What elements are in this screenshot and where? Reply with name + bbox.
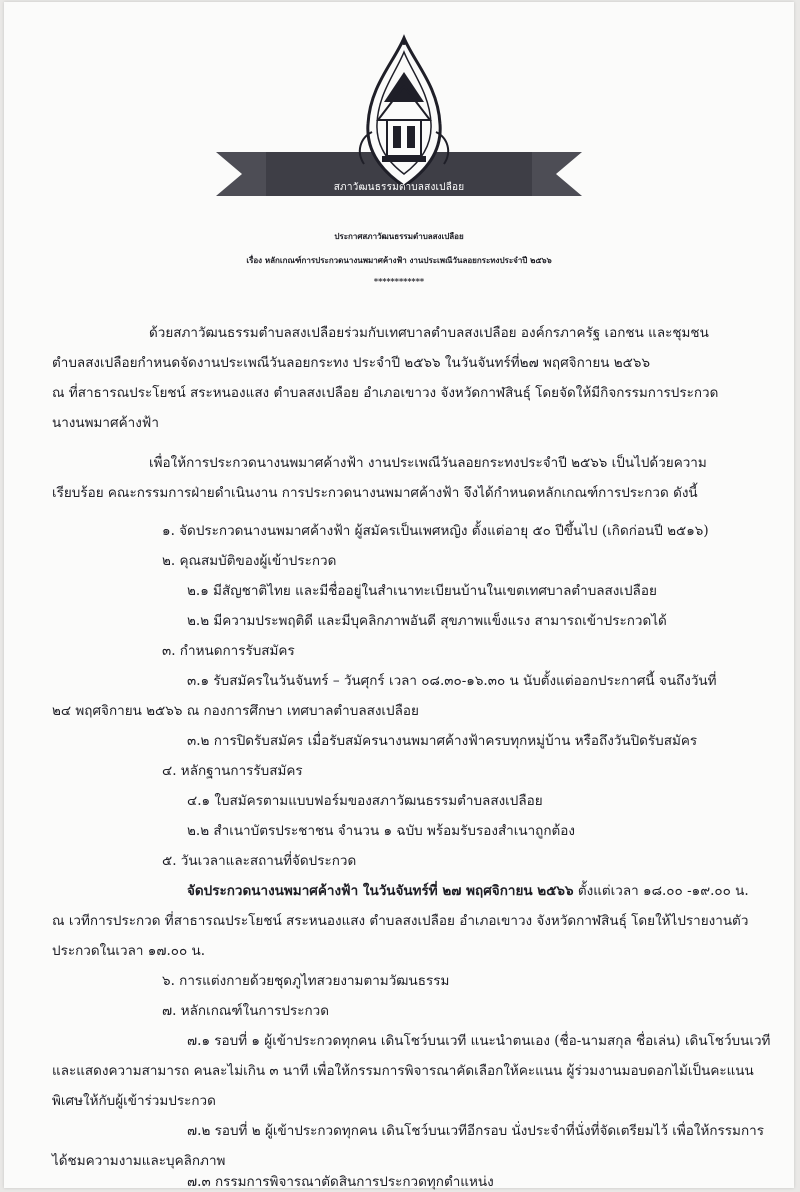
criterion-7-1-line-3: พิเศษให้กับผู้เข้าร่วมประกวด (52, 1093, 216, 1109)
purpose-line-2: เรียบร้อย คณะกรรมการฝ่ายดำเนินงาน การประกวดนางนพมาศค้างฟ้า จึงได้กำหนดหลักเกณฑ์การประกวด ดังนี้ (52, 485, 698, 501)
criterion-7-2-line-1: ๗.๒ รอบที่ ๒ ผู้เข้าประกวดทุกคน เดินโชว์บนเวทีอีกรอบ นั่งประจำที่นั่งที่จัดเตรียมไว้ เพื่อให้กรรมการ (187, 1123, 764, 1139)
intro-line-2: ตำบลสงเปลือยกำหนดจัดงานประเพณีวันลอยกระทง ประจำปี ๒๕๖๖ ในวันจันทร์ที่๒๗ พฤศจิกายน ๒๕๖๖ (52, 355, 651, 371)
criterion-5-report-time: ประกวดในเวลา ๑๗.๐๐ น. (52, 943, 206, 959)
criterion-3-2: ๓.๒ การปิดรับสมัคร เมื่อรับสมัครนางนพมาศค้างฟ้าครบทุกหมู่บ้าน หรือถึงวันปิดรับสมัคร (187, 733, 698, 749)
document-page (4, 2, 794, 1188)
criterion-7-3: ๗.๓ กรรมการพิจารณาตัดสินการประกวดทุกตำแหน่ง (187, 1174, 494, 1190)
criterion-3-heading: ๓. กำหนดการรับสมัคร (162, 643, 295, 659)
criterion-7-heading: ๗. หลักเกณฑ์ในการประกวด (162, 1003, 330, 1019)
criterion-4-2: ๒.๒ สำเนาบัตรประชาชน จำนวน ๑ ฉบับ พร้อมรับรองสำเนาถูกต้อง (187, 823, 575, 839)
criterion-3-1-continued: ๒๔ พฤศจิกายน ๒๕๖๖ ณ กองการศึกษา เทศบาลตำบลสงเปลือย (52, 703, 419, 719)
culture-council-emblem (4, 2, 794, 212)
contest-date-emphasis: จัดประกวดนางนพมาศค้างฟ้า ในวันจันทร์ที่ ๒๗ พฤศจิกายน ๒๕๖๖ (187, 883, 574, 899)
announcement-title: ประกาศสภาวัฒนธรรมตำบลสงเปลือย (334, 231, 464, 241)
criterion-7-2-line-2: ได้ชมความงามและบุคลิกภาพ (52, 1153, 226, 1169)
criterion-7-1-line-1: ๗.๑ รอบที่ ๑ ผู้เข้าประกวดทุกคน เดินโชว์บนเวที แนะนำตนเอง (ชื่อ-นามสกุล ชื่อเล่น) เดินโชว์บนเวที (187, 1033, 771, 1049)
intro-line-3: ณ ที่สาธารณประโยชน์ สระหนองแสง ตำบลสงเปลือย อำเภอเขาวง จังหวัดกาฬสินธุ์ โดยจัดให้มีกิจกรรมการประกวด (52, 385, 719, 401)
criterion-4-heading: ๔. หลักฐานการรับสมัคร (162, 763, 303, 779)
criterion-2-heading: ๒. คุณสมบัติของผู้เข้าประกวด (162, 553, 337, 569)
contest-time: ตั้งแต่เวลา ๑๘.๐๐ -๑๙.๐๐ น. (573, 883, 749, 899)
emblem-label: สภาวัฒนธรรมตำบลสงเปลือย (333, 182, 465, 193)
announcement-subject: เรื่อง หลักเกณฑ์การประกวดนางนพมาศค้างฟ้า งานประเพณีวันลอยกระทงประจำปี ๒๕๖๖ (246, 255, 552, 265)
criterion-1: ๑. จัดประกวดนางนพมาศค้างฟ้า ผู้สมัครเป็นเพศหญิง ตั้งแต่อายุ ๕๐ ปีขึ้นไป (เกิดก่อนปี ๒๕๑๖) (162, 523, 709, 539)
criterion-7-1-line-2: และแสดงความสามารถ คนละไม่เกิน ๓ นาที เพื่อให้กรรมการพิจารณาคัดเลือกให้คะแนน ผู้ร่วมงานมอบดอกไม้เป็นคะแนน (52, 1063, 754, 1079)
intro-line-1: ด้วยสภาวัฒนธรรมตำบลสงเปลือยร่วมกับเทศบาลตำบลสงเปลือย องค์กรภาครัฐ เอกชน และชุมชน (149, 325, 709, 341)
purpose-line-1: เพื่อให้การประกวดนางนพมาศค้างฟ้า งานประเพณีวันลอยกระทงประจำปี ๒๕๖๖ เป็นไปด้วยความ (149, 455, 707, 471)
criterion-5-heading: ๕. วันเวลาและสถานที่จัดประกวด (162, 853, 357, 869)
criterion-5-venue: ณ เวทีการประกวด ที่สาธารณประโยชน์ สระหนองแสง ตำบลสงเปลือย อำเภอเขาวง จังหวัดกาฬสินธุ์ โดยให้ไปรายงานตัว (52, 913, 749, 929)
criterion-3-1: ๓.๑ รับสมัครในวันจันทร์ – วันศุกร์ เวลา ๐๘.๓๐-๑๖.๓๐ น นับตั้งแต่ออกประกาศนี้ จนถึงวันที่ (187, 673, 717, 689)
criterion-6: ๖. การแต่งกายด้วยชุดภูไทสวยงามตามวัฒนธรรม (162, 973, 450, 989)
criterion-5-detail (187, 879, 749, 901)
title-separator: ************ (373, 276, 425, 286)
criterion-2-1: ๒.๑ มีสัญชาติไทย และมีชื่ออยู่ในสำเนาทะเบียนบ้านในเขตเทศบาลตำบลสงเปลือย (187, 583, 657, 599)
criterion-2-2: ๒.๒ มีความประพฤติดี และมีบุคลิกภาพอันดี สุขภาพแข็งแรง สามารถเข้าประกวดได้ (187, 613, 667, 629)
intro-line-4: นางนพมาศค้างฟ้า (52, 415, 159, 431)
criterion-4-1: ๔.๑ ใบสมัครตามแบบฟอร์มของสภาวัฒนธรรมตำบลสงเปลือย (187, 793, 543, 809)
